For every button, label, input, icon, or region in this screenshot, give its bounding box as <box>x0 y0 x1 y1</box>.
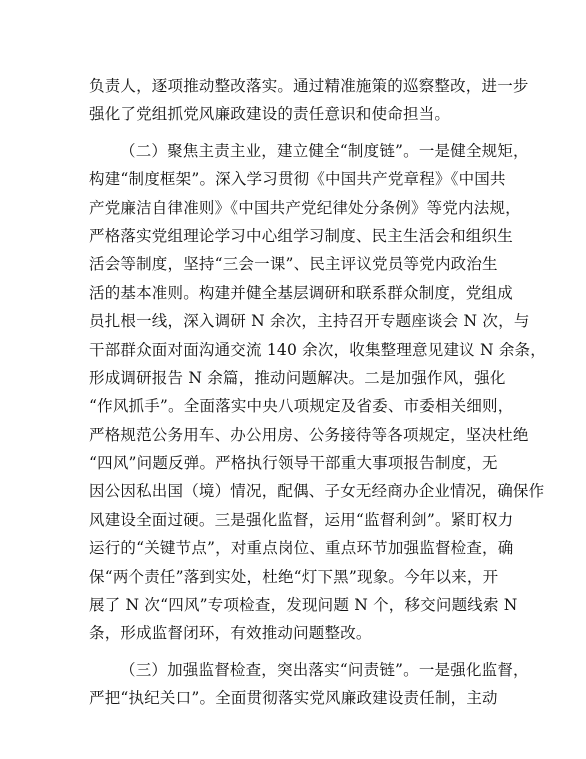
text-line: 严格落实党组理论学习中心组学习制度、民主生活会和组织生 <box>89 226 513 245</box>
text-line: 员扎根一线，深入调研 N 余次，主持召开专题座谈会 N 次，与 <box>89 312 530 331</box>
text-line: 因公因私出国（境）情况，配偶、子女无经商办企业情况，确保作 <box>89 482 545 501</box>
text-line: 条，形成监督闭环，有效推动问题整改。 <box>89 624 372 643</box>
paragraph-spacer <box>89 129 509 137</box>
text-line: 展了 N 次“四风”专项检查，发现问题 N 个，移交问题线索 N <box>89 596 518 615</box>
body-text <box>89 72 546 713</box>
text-line: 严把“执纪关口”。全面贯彻落实党风廉政建设责任制，主动 <box>89 689 498 708</box>
paragraph-3 <box>89 656 529 713</box>
text-line: 形成调研报告 N 余篇，推动问题解决。二是加强作风，强化 <box>89 368 506 387</box>
text-line: 活的基本准则。构建并健全基层调研和联系群众制度，党组成 <box>89 283 513 302</box>
paragraph-spacer <box>89 648 509 656</box>
text-line: 构建“制度框架”。深入学习贯彻《中国共产党章程》《中国共 <box>89 170 506 189</box>
text-line: 干部群众面对面沟通交流 140 余次，收集整理意见建议 N 余条， <box>89 340 546 359</box>
text-line: 严格规范公务用车、办公用房、公务接待等各项规定，坚决杜绝 <box>89 425 529 444</box>
text-line: 活会等制度，坚持“三会一课”、民主评议党员等党内政治生 <box>89 255 498 274</box>
text-line: （三）加强监督检查，突出落实“问责链”。一是强化监督， <box>120 660 529 679</box>
text-line: 负责人，逐项推动整改落实。通过精准施策的巡察整改，进一步 <box>89 77 529 95</box>
text-line: 保“两个责任”落到实处，杜绝“灯下黑”现象。今年以来，开 <box>89 567 499 586</box>
text-line: 产党廉洁自律准则》《中国共产党纪律处分条例》等党内法规， <box>89 198 521 217</box>
text-line: 强化了党组抓党风廉政建设的责任意识和使命担当。 <box>89 105 451 124</box>
paragraph-2 <box>89 137 546 648</box>
text-line: （二）聚焦主责主业，建立健全“制度链”。一是健全规矩， <box>120 141 529 160</box>
text-line: “四风”问题反弹。严格执行领导干部重大事项报告制度，无 <box>89 454 498 473</box>
text-line: 风建设全面过硬。三是强化监督，运用“监督利剑”。紧盯权力 <box>89 510 514 529</box>
text-line: 运行的“关键节点”，对重点岗位、重点环节加强监督检查，确 <box>89 539 514 558</box>
text-line: “作风抓手”。全面落实中央八项规定及省委、市委相关细则， <box>89 397 514 416</box>
paragraph-1 <box>89 72 529 129</box>
